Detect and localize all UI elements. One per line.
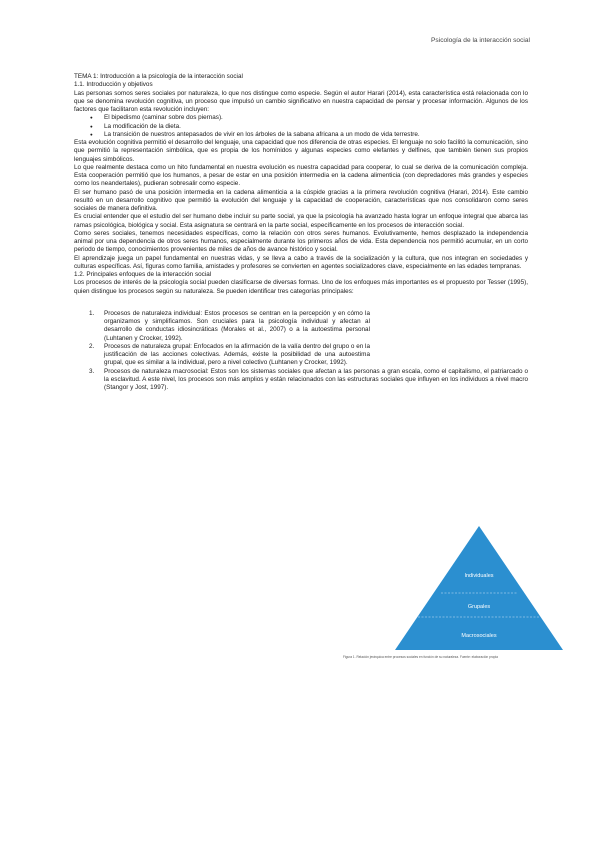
bullet-item: ● La transición de nuestros antepasados de vivir en los árboles de la sabana africana a un modo de vida terrestre. [74, 131, 528, 139]
numbered-list [74, 310, 528, 393]
pyramid-level-grupales: Grupales [467, 604, 491, 610]
running-header: Psicología de la interacción social [431, 37, 530, 44]
paragraph-4: El ser humano pasó de una posición intermedia en la cadena alimenticia a la cúspide gracias a la primera revolución cognitiva (Harari, 2014). Este cambio resultó en un desarrollo cognitivo que permitió la evolución del lenguaje y la capacidad de cooperación, características que nos consolidaron como seres sociales de manera definitiva. [74, 188, 528, 212]
bullet-list [74, 114, 528, 139]
paragraph-7: El aprendizaje juega un papel fundamental en nuestras vidas, y se lleva a cabo a través de la socialización y la cultura, que nos integran en sociedades y culturas específicas. Así, figuras como familia, amistades y profesores se convierten en agentes socializadores clave, especialmente en las edades tempranas. [74, 254, 528, 270]
pyramid-level-macrosociales: Macrosociales [461, 633, 497, 639]
paragraph-1: Las personas somos seres sociales por naturaleza, lo que nos distingue como especie. Según el autor Harari (2014), esta característica está relacionada con lo que se denomina revolución cognitiva, un proceso que impulsó un cambio significativo en nuestra capacidad de pensar y procesar información. Algunos de los factores que facilitaron esta revolución incluyen: [74, 89, 528, 113]
heading-1-1: 1.1. Introducción y objetivos [74, 81, 153, 89]
heading-tema-1: TEMA 1: Introducción a la psicología de la interacción social [74, 73, 243, 80]
paragraph-6: Como seres sociales, tenemos necesidades específicas, como la relación con otros seres humanos. Evolutivamente, hemos desplazado la independencia animal por una dependencia de otros seres humanos, especialmente durante los primeros años de vida. Esta dependencia nos permitió acumular, en un corto periodo de tiempo, conocimientos provenientes de miles de años de avance histórico y social. [74, 229, 528, 254]
paragraph-5: Es crucial entender que el estudio del ser humano debe incluir su parte social, ya que la psicología ha avanzado hasta lograr un enfoque integral que abarca las ramas psicológica, biológica y social. Esta asignatura se centrará en la parte social, específicamente en los procesos de interacción social. [74, 213, 528, 229]
paragraph-2: Esta evolución cognitiva permitió el desarrollo del lenguaje, una capacidad que nos diferencia de otras especies. El lenguaje no solo facilitó la comunicación, sino que permitió la representación simbólica, que es propia de los homínidos y algunas especies como elefantes y delfines, que también tienen sus propios lenguajes simbólicos. [74, 139, 528, 163]
pyramid-level-individuales: Individuales [464, 573, 494, 579]
heading-1-2: 1.2. Principales enfoques de la interacción social [74, 271, 212, 278]
bullet-item: ● La modificación de la dieta. [74, 123, 528, 131]
bullet-item: ● El bipedismo (caminar sobre dos piernas). [74, 114, 528, 122]
pyramid-shape [395, 526, 563, 650]
numbered-item-individual: 1. Procesos de naturaleza individual: Estos procesos se centran en la percepción y en cómo la organizamos y simplificamos. Son cruciales para la psicología individual y afectan al desarrollo de conductas idiosincráticas (Morales et al., 2007) o a la autoestima personal (Luhtanen y Crocker, 1992). [89, 309, 370, 342]
paragraph-8: Los procesos de interés de la psicología social pueden clasificarse de diversas formas. Uno de los enfoques más importantes es el propuesto por Tesser (1995), quien distingue los procesos según su naturaleza. Se pueden identificar tres categorías principales: [74, 279, 528, 295]
paragraph-3: Lo que realmente destaca como un hito fundamental en nuestra evolución es nuestra capacidad para cooperar, lo cual se deriva de la comunicación compleja. Esta cooperación permitió que los humanos, a pesar de estar en una posición intermedia en la cadena alimenticia (con depredadores más grandes y especies como los neandertales), pudieran sobresalir como especie. [74, 163, 528, 188]
numbered-item-grupal: 2. Procesos de naturaleza grupal: Enfocados en la afirmación de la valía dentro del grupo o en la justificación de las acciones colectivas. Además, existe la posibilidad de una autoestima grupal, que es similar a la individual, pero a nivel colectivo (Luhtanen y Crocker, 1992). [89, 342, 370, 367]
pyramid-figure [395, 526, 563, 650]
document-body [74, 73, 528, 392]
numbered-item-macrosocial: 3. Procesos de naturaleza macrosocial: Estos son los sistemas sociales que afectan a las personas a gran escala, como el capitalismo, el patriarcado o la esclavitud. A este nivel, los procesos son más amplios y están relacionados con las estructuras sociales que influyen en los individuos a nivel macro (Stangor y Jost, 1997). [89, 367, 528, 391]
figure-caption: Figura 1. Relación jerárquica entre procesos sociales en función de su naturaleza. Fuente: elaboración propia [343, 655, 498, 659]
